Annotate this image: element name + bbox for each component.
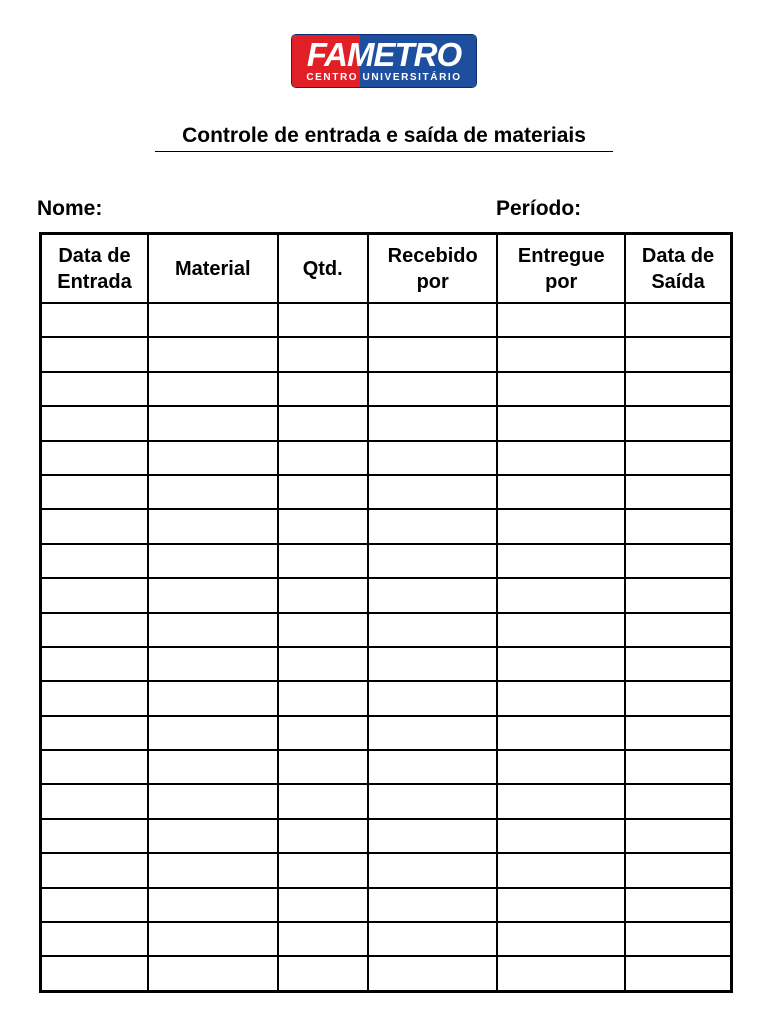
fametro-logo (291, 34, 477, 88)
table-cell (368, 613, 498, 647)
table-cell (148, 509, 278, 543)
table-cell (148, 406, 278, 440)
table-cell (278, 647, 368, 681)
table-cell (497, 337, 625, 371)
table-cell (497, 578, 625, 612)
table-row (41, 303, 732, 337)
table-cell (625, 956, 731, 991)
table-cell (625, 888, 731, 922)
table-cell (148, 784, 278, 818)
table-row (41, 716, 732, 750)
logo-subtitle: CENTRO UNIVERSITÁRIO (306, 72, 462, 83)
header-row (41, 234, 732, 304)
table-cell (625, 716, 731, 750)
table-cell (278, 337, 368, 371)
table-cell (278, 888, 368, 922)
page-title: Controle de entrada e saída de materiais (155, 122, 613, 152)
table-cell (497, 613, 625, 647)
table-cell (41, 337, 148, 371)
table-cell (148, 681, 278, 715)
table-cell (625, 509, 731, 543)
table-cell (41, 681, 148, 715)
table-cell (368, 716, 498, 750)
table-row (41, 406, 732, 440)
table-cell (148, 303, 278, 337)
table-row (41, 372, 732, 406)
table-cell (368, 509, 498, 543)
header-material: Material (148, 234, 278, 304)
table-cell (625, 406, 731, 440)
table-cell (41, 922, 148, 956)
table-cell (368, 475, 498, 509)
table-cell (148, 337, 278, 371)
table-cell (368, 337, 498, 371)
table-row (41, 750, 732, 784)
table-cell (368, 441, 498, 475)
header-recebido-por: Recebido por (368, 234, 498, 304)
table-row (41, 475, 732, 509)
table-row (41, 509, 732, 543)
table-cell (278, 578, 368, 612)
materials-table (39, 232, 733, 993)
table-cell (497, 544, 625, 578)
table-cell (278, 716, 368, 750)
table-cell (625, 337, 731, 371)
table-cell (278, 441, 368, 475)
table-cell (368, 406, 498, 440)
table-body (41, 303, 732, 991)
table-cell (278, 784, 368, 818)
table-cell (625, 441, 731, 475)
table-cell (368, 372, 498, 406)
table-cell (368, 784, 498, 818)
table-cell (625, 475, 731, 509)
table-cell (148, 750, 278, 784)
table-row (41, 819, 732, 853)
table-cell (41, 509, 148, 543)
table-cell (497, 441, 625, 475)
table-row (41, 956, 732, 991)
table-cell (368, 819, 498, 853)
table-cell (368, 750, 498, 784)
table-cell (41, 613, 148, 647)
table-cell (497, 303, 625, 337)
table-cell (278, 372, 368, 406)
header-data-entrada: Data de Entrada (41, 234, 148, 304)
table-cell (497, 750, 625, 784)
table-cell (148, 888, 278, 922)
table-cell (625, 819, 731, 853)
table-cell (278, 509, 368, 543)
table-row (41, 613, 732, 647)
table-row (41, 441, 732, 475)
table-cell (625, 303, 731, 337)
table-cell (148, 578, 278, 612)
table-cell (41, 716, 148, 750)
table-cell (497, 784, 625, 818)
table-cell (368, 956, 498, 991)
table-cell (625, 922, 731, 956)
table-cell (497, 406, 625, 440)
header-qtd: Qtd. (278, 234, 368, 304)
table-cell (368, 647, 498, 681)
table-cell (148, 853, 278, 887)
table-cell (41, 784, 148, 818)
table-cell (497, 956, 625, 991)
table-row (41, 853, 732, 887)
table-cell (148, 475, 278, 509)
table-cell (368, 922, 498, 956)
table-cell (625, 372, 731, 406)
table-cell (497, 509, 625, 543)
table-cell (625, 613, 731, 647)
table-cell (41, 303, 148, 337)
table-cell (41, 750, 148, 784)
nome-label: Nome: (37, 197, 103, 220)
table-cell (148, 372, 278, 406)
table-cell (278, 544, 368, 578)
table-cell (148, 613, 278, 647)
periodo-label: Período: (496, 197, 582, 220)
table-cell (148, 819, 278, 853)
table-cell (625, 784, 731, 818)
table-cell (278, 613, 368, 647)
table-row (41, 784, 732, 818)
table-cell (278, 406, 368, 440)
table-cell (368, 681, 498, 715)
table-cell (497, 681, 625, 715)
table-cell (497, 647, 625, 681)
table-cell (625, 681, 731, 715)
table-cell (148, 716, 278, 750)
table-cell (278, 819, 368, 853)
table-cell (148, 922, 278, 956)
table-cell (41, 544, 148, 578)
table-row (41, 922, 732, 956)
table-cell (497, 372, 625, 406)
table-row (41, 647, 732, 681)
table-cell (497, 922, 625, 956)
table-cell (41, 406, 148, 440)
table-cell (497, 475, 625, 509)
table-row (41, 888, 732, 922)
table-cell (278, 303, 368, 337)
table-cell (278, 853, 368, 887)
table-cell (148, 441, 278, 475)
table-cell (497, 888, 625, 922)
table-cell (41, 372, 148, 406)
table-cell (41, 888, 148, 922)
table-cell (41, 647, 148, 681)
table-row (41, 544, 732, 578)
table-cell (625, 750, 731, 784)
table-cell (278, 475, 368, 509)
table-cell (41, 441, 148, 475)
header-entregue-por: Entregue por (497, 234, 625, 304)
table-cell (41, 956, 148, 991)
table-row (41, 578, 732, 612)
table-row (41, 337, 732, 371)
table-cell (41, 475, 148, 509)
table-cell (625, 853, 731, 887)
table-cell (497, 716, 625, 750)
table-cell (368, 303, 498, 337)
table-cell (625, 544, 731, 578)
logo-wordmark: FAMETRO (306, 36, 462, 73)
table-row (41, 681, 732, 715)
table-cell (368, 544, 498, 578)
table-cell (278, 956, 368, 991)
table-cell (148, 956, 278, 991)
header-data-saida: Data de Saída (625, 234, 731, 304)
table-cell (497, 853, 625, 887)
table-cell (41, 853, 148, 887)
table-cell (278, 681, 368, 715)
table-cell (625, 578, 731, 612)
table-cell (625, 647, 731, 681)
table-cell (41, 578, 148, 612)
table-cell (278, 922, 368, 956)
table-cell (148, 544, 278, 578)
table-cell (368, 888, 498, 922)
table-cell (278, 750, 368, 784)
table-cell (497, 819, 625, 853)
table-cell (368, 578, 498, 612)
table-cell (148, 647, 278, 681)
table-cell (41, 819, 148, 853)
table-cell (368, 853, 498, 887)
